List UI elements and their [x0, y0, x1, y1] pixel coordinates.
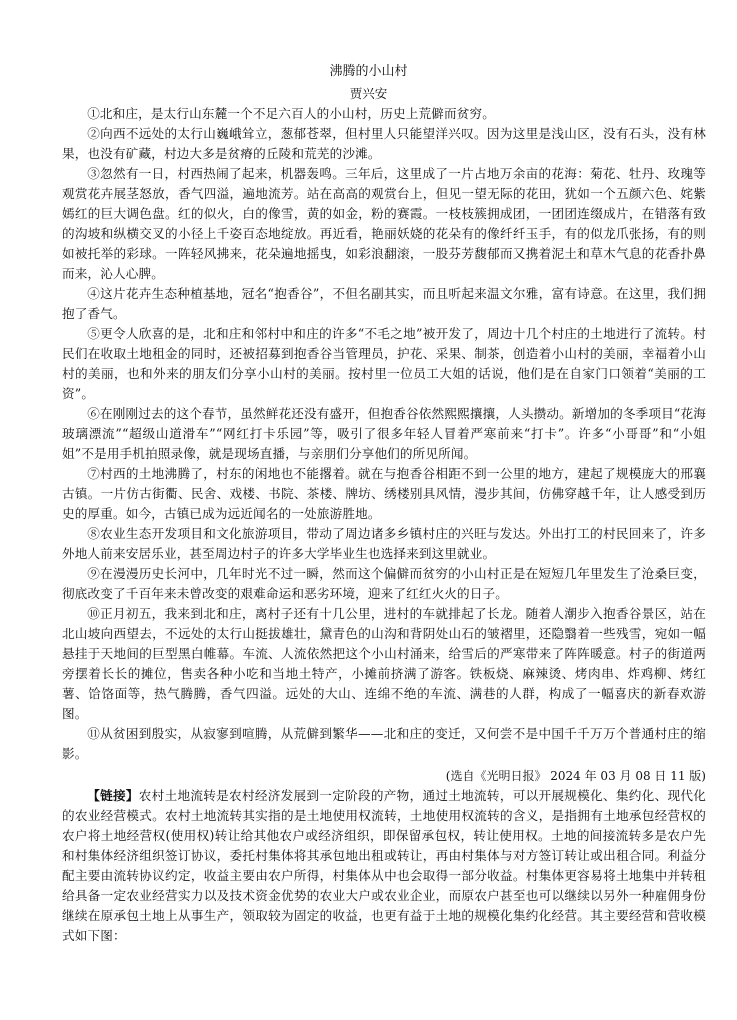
link-paragraph	[62, 786, 706, 946]
article-body	[62, 104, 706, 946]
paragraph-5: ⑤更令人欣喜的是，北和庄和邻村中和庄的许多“不毛之地”被开发了，周边十几个村庄的土地进行了流转。村民们在收取土地租金的同时，还被招募到抱香谷当管理员，护花、采果、制茶，创造着小山村的美丽，幸福着小山村的美丽，也和外来的朋友们分享小山村的美丽。按村里一位员工大姐的话说，他们是在自家门口领着“美丽的工资”。	[62, 326, 706, 401]
paragraph-10: ⑩正月初五，我来到北和庄，离村子还有十几公里，进村的车就排起了长龙。随着人潮步入抱香谷景区，站在北山坡向西望去，不远处的太行山挺拔雄壮，黛青色的山沟和背阴处山石的皱褶里，还隐翳着一些残雪，宛如一幅悬挂于天地间的巨型黑白帷幕。车流、人流依然把这个小山村涌来，给雪后的严寒带来了阵阵暖意。村子的街道两旁摆着长长的摊位，售卖各种小吃和当地土特产，小摊前挤满了游客。铁板烧、麻辣烫、烤肉串、炸鸡柳、烤红薯、饸饹面等，热气腾腾，香气四溢。远处的大山、连绵不绝的车流、满巷的人群，构成了一幅喜庆的新春欢游图。	[62, 606, 706, 721]
article-source: (选自《光明日报》 2024 年 03 月 08 日 11 版)	[445, 769, 706, 783]
paragraph-4: ④这片花卉生态种植基地，冠名“抱香谷”，不但名副其实，而且听起来温文尔雅，富有诗意。在这里，我们拥抱了香气。	[62, 286, 706, 321]
paragraph-6: ⑥在刚刚过去的这个春节，虽然鲜花还没有盛开，但抱香谷依然熙熙攘攘，人头攒动。新增加的冬季项目“花海玻璃漂流”“超级山道滑车”“网红打卡乐园”等，吸引了很多年轻人冒着严寒前来“打卡”。许多“小哥哥”和“小姐姐”不是用手机拍照录像，就是现场直播，与亲朋们分享他们的所见所闻。	[62, 406, 706, 461]
link-text: 农村土地流转是农村经济发展到一定阶段的产物，通过土地流转，可以开展规模化、集约化、现代化的农业经营模式。农村土地流转其实指的是土地使用权流转，土地使用权流转的含义，是指拥有土地承包经营权的农户将土地经营权(使用权)转让给其他农户或经济组织，即保留承包权，转让使用权。土地的间接流转多是农户先和村集体经济组织签订协议，委托村集体将其承包地出租或转让，再由村集体与对方签订转让或出租合同。利益分配主要由流转协议约定，收益主要由农户所得，村集体从中也会取得一部分收益。村集体更容易将土地集中并转租给具备一定农业经营实力以及技术资金优势的农业大户或农业企业，而原农户甚至也可以继续以另外一种雇佣身份继续在原承包土地上从事生产，领取较为固定的收益，也更有益于土地的规模化集约化经营。其主要经营和营收模式如下图：	[62, 788, 706, 943]
paragraph-3: ③忽然有一日，村西热闹了起来，机器轰鸣。三年后，这里成了一片占地万余亩的花海：菊花、牡丹、玫瑰等观赏花卉展茎怒放，香气四溢，遍地流芳。站在高高的观赏台上，但见一望无际的花田，犹如一个五颜六色、姹紫嫣红的巨大调色盘。红的似火，白的像雪，黄的如金，粉的赛霞。一枝枝簇拥成团，一团团连缀成片，在错落有致的沟坡和纵横交叉的小径上千姿百态地绽放。再近看，艳丽妖娆的花朵有的像纤纤玉手，有的似龙爪张扬，有的则如被托举的彩球。一阵轻风拂来，花朵遍地摇曳，如彩浪翻滚，一股芬芳馥郁而又携着泥土和草木气息的花香扑鼻而来，沁人心脾。	[62, 166, 706, 281]
paragraph-8: ⑧农业生态开发项目和文化旅游项目，带动了周边诸多乡镇村庄的兴旺与发达。外出打工的村民回来了，许多外地人前来安居乐业，甚至周边村子的许多大学毕业生也选择来到这里就业。	[62, 526, 706, 561]
article-title: 沸腾的小山村	[329, 64, 408, 79]
article-author: 贾兴安	[349, 86, 388, 101]
paragraph-2: ②向西不远处的太行山巍峨耸立，葱郁苍翠，但村里人只能望洋兴叹。因为这里是浅山区，没有石头，没有林果，也没有矿藏，村边大多是贫瘠的丘陵和荒芜的沙滩。	[62, 126, 706, 161]
link-label: 【链接】	[87, 788, 139, 803]
paragraph-1: ①北和庄，是太行山东麓一个不足六百人的小山村，历史上荒僻而贫穷。	[87, 106, 495, 121]
paragraph-7: ⑦村西的土地沸腾了，村东的闲地也不能撂着。就在与抱香谷相距不到一公里的地方，建起了规模庞大的邢襄古镇。一片仿古街衢、民舍、戏楼、书院、茶楼、牌坊、绣楼别具风情，漫步其间，仿佛穿越千年，让人感受到历史的厚重。如今，古镇已成为远近闻名的一处旅游胜地。	[62, 466, 706, 521]
paragraph-9: ⑨在漫漫历史长河中，几年时光不过一瞬，然而这个偏僻而贫穷的小山村正是在短短几年里发生了沧桑巨变，彻底改变了千百年来未曾改变的艰难命运和恶劣环境，迎来了红红火火的日子。	[62, 566, 706, 601]
paragraph-11: ⑪从贫困到殷实，从寂寥到喧腾，从荒僻到繁华——北和庄的变迁，又何尝不是中国千千万万个普通村庄的缩影。	[62, 726, 706, 761]
